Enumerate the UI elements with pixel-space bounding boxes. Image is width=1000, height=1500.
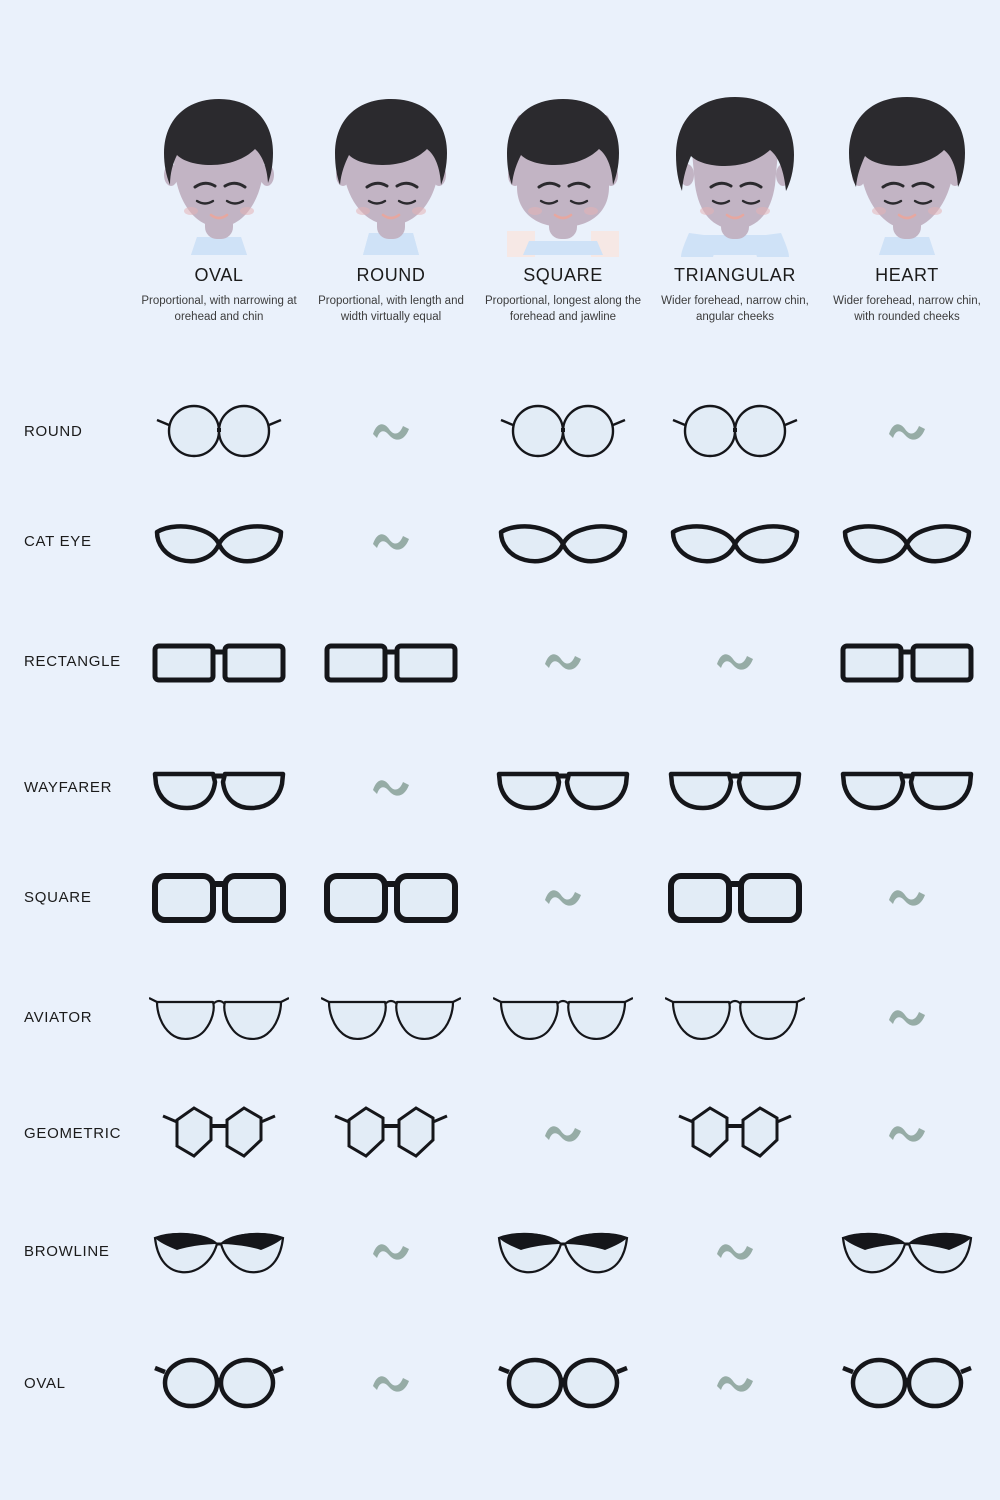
frame-style-label-square: SQUARE [24,889,92,906]
frame-style-label-round: ROUND [24,423,83,440]
frame-icon-round-oval [133,386,305,476]
face-illustration-heart [821,55,993,255]
face-illustration-square [477,55,649,255]
not-recommended-icon-geometric-heart [821,1088,993,1178]
face-column-oval [133,55,305,325]
frame-style-label-rectangle: RECTANGLE [24,653,121,670]
face-shape-title: SQUARE [523,265,603,285]
frame-icon-geometric-oval [133,1088,305,1178]
frame-icon-rectangle-heart [821,616,993,706]
frame-icon-aviator-round [305,972,477,1062]
frame-icon-aviator-oval [133,972,305,1062]
frame-icon-browline-square [477,1206,649,1296]
face-shape-description: Proportional, longest along the forehead and jawline [485,295,641,323]
face-illustration-oval [133,55,305,255]
frame-icon-wayfarer-oval [133,742,305,832]
frame-icon-oval-square [477,1338,649,1428]
frame-icon-rectangle-oval [133,616,305,706]
frame-icon-wayfarer-square [477,742,649,832]
frame-icon-rectangle-round [305,616,477,706]
not-recommended-icon-square-heart [821,852,993,942]
frame-icon-cat-eye-square [477,496,649,586]
frame-icon-aviator-square [477,972,649,1062]
frame-icon-geometric-triangular [649,1088,821,1178]
not-recommended-icon-aviator-heart [821,972,993,1062]
frame-style-label-geometric: GEOMETRIC [24,1125,122,1142]
not-recommended-icon-oval-triangular [649,1338,821,1428]
face-shape-title: OVAL [194,265,244,285]
face-illustration-triangular [649,55,821,255]
frame-icon-wayfarer-triangular [649,742,821,832]
not-recommended-icon-geometric-square [477,1088,649,1178]
face-shape-title: ROUND [356,265,426,285]
frame-icon-oval-heart [821,1338,993,1428]
not-recommended-icon-cat-eye-round [305,496,477,586]
face-column-heart [821,55,993,325]
frame-icon-cat-eye-heart [821,496,993,586]
frame-icon-square-oval [133,852,305,942]
frame-icon-cat-eye-triangular [649,496,821,586]
not-recommended-icon-square-square [477,852,649,942]
frame-style-label-browline: BROWLINE [24,1243,110,1260]
face-shape-title: HEART [875,265,939,285]
frame-icon-round-square [477,386,649,476]
frame-icon-browline-oval [133,1206,305,1296]
face-shape-title: TRIANGULAR [673,265,796,285]
frame-style-label-oval: OVAL [24,1375,66,1392]
frame-icon-wayfarer-heart [821,742,993,832]
frame-style-label-wayfarer: WAYFARER [24,779,113,796]
face-shape-description: Proportional, with length and width virtually equal [318,295,464,323]
frame-style-label-aviator: AVIATOR [24,1009,93,1026]
frame-icon-oval-oval [133,1338,305,1428]
face-column-triangular [649,55,821,325]
face-column-round [305,55,477,325]
not-recommended-icon-rectangle-square [477,616,649,706]
frame-icon-round-triangular [649,386,821,476]
frame-icon-aviator-triangular [649,972,821,1062]
frame-icon-browline-heart [821,1206,993,1296]
frame-icon-square-round [305,852,477,942]
not-recommended-icon-browline-triangular [649,1206,821,1296]
face-shape-description: Proportional, with narrowing at orehead and chin [141,295,297,323]
not-recommended-icon-round-heart [821,386,993,476]
frame-icon-square-triangular [649,852,821,942]
frame-icon-cat-eye-oval [133,496,305,586]
frame-icon-geometric-round [305,1088,477,1178]
not-recommended-icon-wayfarer-round [305,742,477,832]
not-recommended-icon-oval-round [305,1338,477,1428]
face-shape-description: Wider forehead, narrow chin, with rounded cheeks [833,295,981,323]
frame-style-label-cat-eye: CAT EYE [24,533,92,550]
not-recommended-icon-rectangle-triangular [649,616,821,706]
face-illustration-round [305,55,477,255]
face-column-square [477,55,649,325]
not-recommended-icon-round-round [305,386,477,476]
face-shape-description: Wider forehead, narrow chin, angular cheeks [661,295,809,323]
not-recommended-icon-browline-round [305,1206,477,1296]
